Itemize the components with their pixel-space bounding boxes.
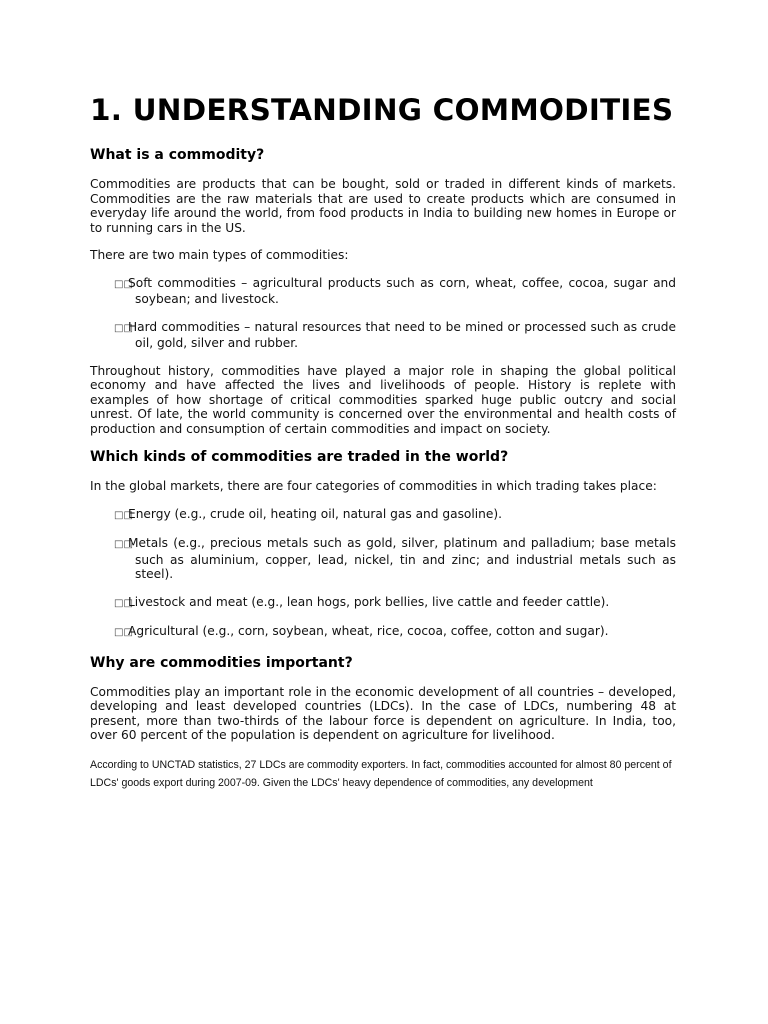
list-item-text: Energy (e.g., crude oil, heating oil, natural gas and gasoline). xyxy=(128,506,503,521)
heading-what-is-commodity: What is a commodity? xyxy=(90,147,265,163)
bullet-glyph: □□ xyxy=(114,322,133,334)
list-item-text: Livestock and meat (e.g., lean hogs, pork bellies, live cattle and feeder cattle). xyxy=(128,594,610,609)
list-item xyxy=(90,507,676,524)
list-item xyxy=(90,595,676,612)
paragraph: Throughout history, commodities have played a major role in shaping the global political economy and have affected the lives and livelihoods of people. History is replete with examples of how shortage of critical commodities sparked huge public outcry and social unrest. Of late, the world community is concerned over the environmental and health costs of production and consumption of certain commodities and impact on society. xyxy=(90,363,676,436)
bullet-glyph: □□ xyxy=(114,278,133,290)
document-page xyxy=(90,92,676,805)
list-item xyxy=(90,320,676,351)
paragraph: There are two main types of commodities: xyxy=(90,248,349,262)
list-item-text: Agricultural (e.g., corn, soybean, wheat, rice, cocoa, coffee, cotton and sugar). xyxy=(128,624,609,638)
list-item-text: Hard commodities – natural resources that need to be mined or processed such as crude oil, gold, silver and rubber. xyxy=(128,319,676,350)
bullet-glyph: □□ xyxy=(114,539,133,550)
commodity-categories-list xyxy=(90,507,676,641)
bullet-glyph: □□ xyxy=(114,597,133,609)
list-item-text: Metals (e.g., precious metals such as gold, silver, platinum and palladium; base metals such as aluminium, copper, lead, nickel, tin and zinc; and industrial metals such as steel). xyxy=(128,536,676,581)
commodity-types-list xyxy=(90,276,676,351)
list-item xyxy=(90,536,676,582)
paragraph: In the global markets, there are four categories of commodities in which trading takes place: xyxy=(90,479,657,493)
paragraph: Commodities play an important role in the economic development of all countries – developed, developing and least developed countries (LDCs). In the case of LDCs, numbering 48 at present, more than two-thirds of the labour force is dependent on agriculture. In India, too, over 60 percent of the population is dependent on agriculture for livelihood. xyxy=(90,684,676,742)
paragraph: Commodities are products that can be bought, sold or traded in different kinds of markets. Commodities are the raw materials that are used to create products which are consumed in everyday life around the world, from food products in India to building new homes in Europe or to running cars in the US. xyxy=(90,177,676,235)
page-title: 1. UNDERSTANDING COMMODITIES xyxy=(90,93,674,127)
heading-why-important: Why are commodities important? xyxy=(90,654,353,671)
bullet-glyph: □□ xyxy=(114,627,133,638)
list-item-text: Soft commodities – agricultural products such as corn, wheat, coffee, cocoa, sugar and soybean; and livestock. xyxy=(128,275,676,306)
list-item xyxy=(90,276,676,307)
paragraph-small: According to UNCTAD statistics, 27 LDCs are commodity exporters. In fact, commodities accounted for almost 80 percent of LDCs' goods export during 2007-09. Given the LDCs' heavy dependence of commodities, any development xyxy=(90,758,672,789)
bullet-glyph: □□ xyxy=(114,509,133,521)
list-item xyxy=(90,624,676,641)
heading-kinds-traded: Which kinds of commodities are traded in the world? xyxy=(90,449,509,465)
